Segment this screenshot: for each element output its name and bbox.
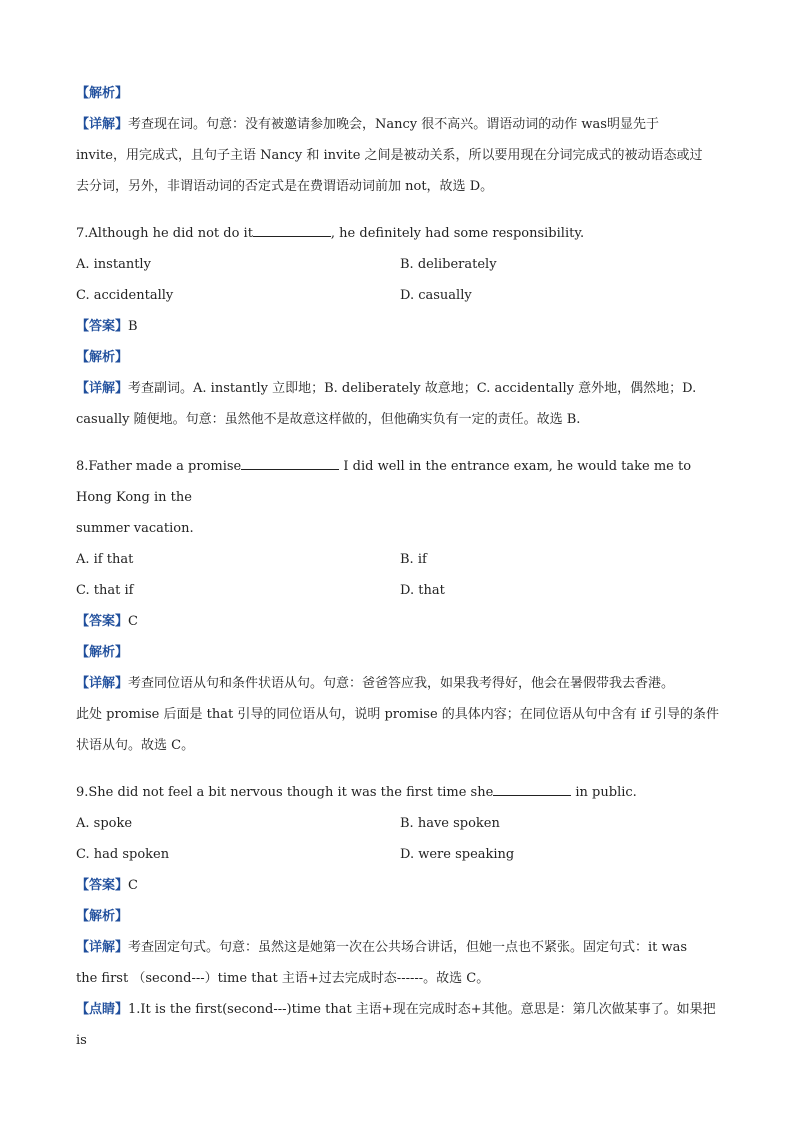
q7-option-a: A. instantly — [76, 257, 151, 272]
q9-detail-line: 【详解】考查固定句式。句意：虽然这是她第一次在公共场合讲话，但她一点也不紧张。固定句式：it was — [76, 940, 688, 955]
q9-options-row — [76, 808, 726, 839]
q8-option-d: D. that — [400, 583, 445, 598]
q7-option-c: C. accidentally — [76, 288, 174, 303]
q8-detail-line: 此处 promise 后面是 that 引导的同位语从句，说明 promise 的具体内容；在同位语从句中含有 if 引导的条件 — [76, 707, 720, 722]
q8-option-a: A. if that — [76, 552, 134, 567]
q9-dianjing-line: 【点睛】1.It is the first(second---)time that 主语+现在完成时态+其他。意思是：第几次做某事了。如果把 is — [76, 1002, 720, 1048]
analysis-heading: 【解析】 — [76, 909, 129, 924]
q9-option-b: B. have spoken — [400, 816, 500, 831]
analysis-heading: 【解析】 — [76, 350, 129, 365]
q6-detail-line: 【详解】考查现在词。句意：没有被邀请参加晚会，Nancy 很不高兴。谓语动词的动作 was明显先于 — [76, 117, 659, 132]
q7-answer: 【答案】B — [76, 319, 138, 334]
q9-option-c: C. had spoken — [76, 847, 170, 862]
q9-answer: 【答案】C — [76, 878, 138, 893]
q8-stem: 8.Father made a promise I did well in the entrance exam, he would take me to Hong Kong in the — [76, 451, 726, 513]
q9-option-d: D. were speaking — [400, 847, 515, 862]
q6-detail-line: 去分词，另外，非谓语动词的否定式是在费谓语动词前加 not，故选 D。 — [76, 179, 494, 194]
q8-detail-line: 状语从句。故选 C。 — [76, 738, 195, 753]
answer-blank — [493, 781, 571, 796]
q9-stem: 9.She did not feel a bit nervous though it was the first time she in public. — [76, 777, 726, 808]
analysis-heading: 【解析】 — [76, 86, 129, 101]
answer-blank — [241, 455, 339, 470]
q7-options-row — [76, 280, 726, 311]
q7-options-row — [76, 249, 726, 280]
analysis-heading: 【解析】 — [76, 645, 129, 660]
q7-detail-line: casually 随便地。句意：虽然他不是故意这样做的，但他确实负有一定的责任。故选 B. — [76, 412, 581, 427]
q9-options-row — [76, 839, 726, 870]
q8-detail-line: 【详解】考查同位语从句和条件状语从句。句意：爸爸答应我，如果我考得好，他会在暑假带我去香港。 — [76, 676, 675, 691]
q9-detail-line: the first （second---）time that 主语+过去完成时态------。故选 C。 — [76, 971, 490, 986]
q7-stem: 7.Although he did not do it , he definitely had some responsibility. — [76, 218, 726, 249]
q8-answer: 【答案】C — [76, 614, 138, 629]
answer-blank — [253, 222, 331, 237]
detail-tag: 【详解】 — [76, 117, 129, 132]
q8-option-b: B. if — [400, 552, 427, 567]
q6-detail-line: invite，用完成式，且句子主语 Nancy 和 invite 之间是被动关系，所以要用现在分词完成式的被动语态或过 — [76, 148, 703, 163]
q7-option-d: D. casually — [400, 288, 472, 303]
q7-option-b: B. deliberately — [400, 257, 497, 272]
q8-options-row — [76, 544, 726, 575]
q8-options-row — [76, 575, 726, 606]
q8-option-c: C. that if — [76, 583, 134, 598]
q8-stem-cont: summer vacation. — [76, 521, 194, 536]
q7-detail-line: 【详解】考查副词。A. instantly 立即地；B. deliberately 故意地；C. accidentally 意外地，偶然地；D. — [76, 381, 697, 396]
q9-option-a: A. spoke — [76, 816, 133, 831]
document-page — [76, 78, 726, 1056]
